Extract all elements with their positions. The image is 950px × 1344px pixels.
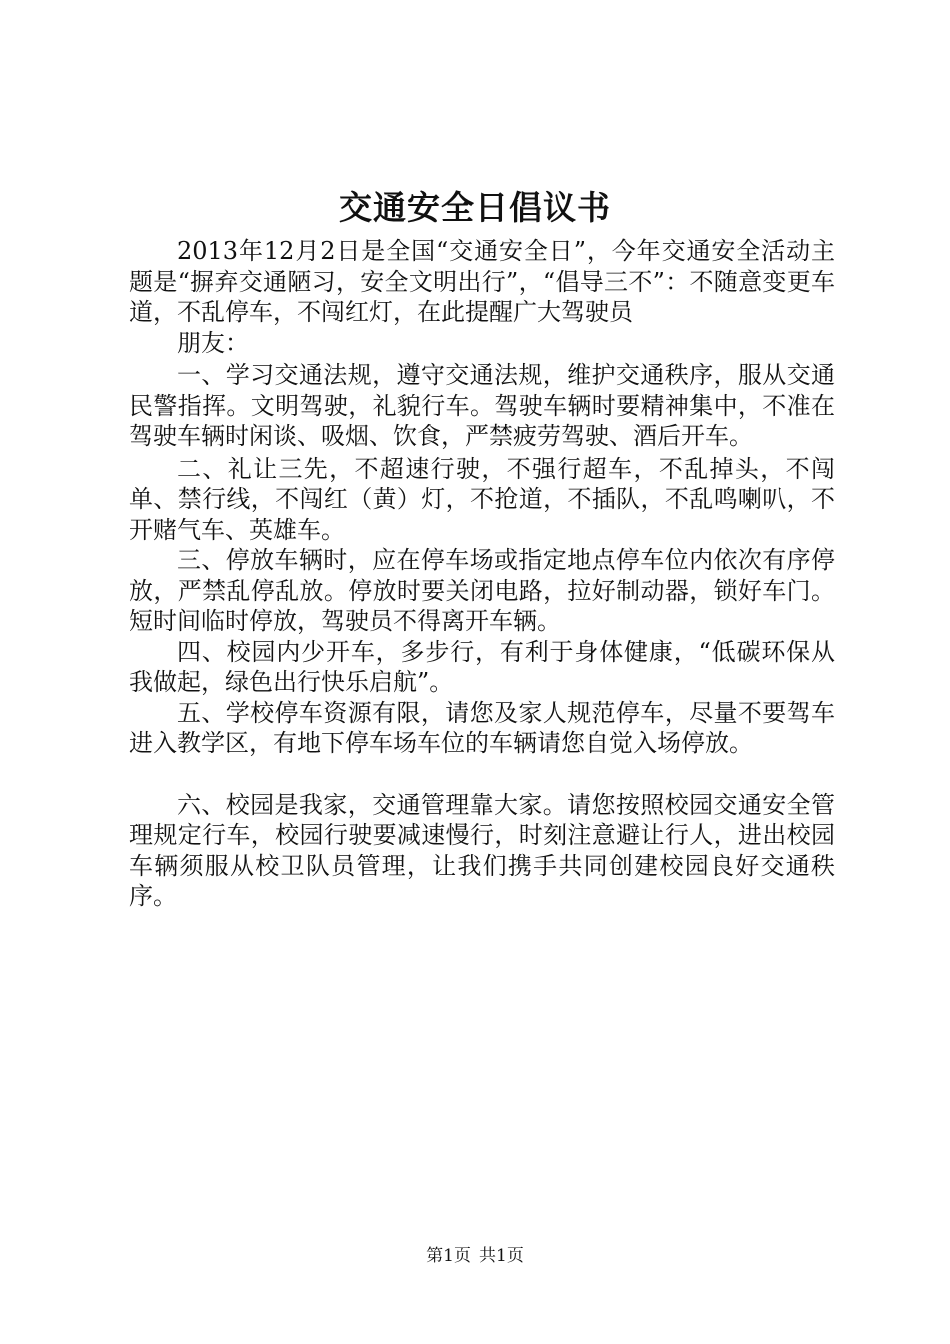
document-title: 交通安全日倡议书: [339, 188, 611, 227]
salutation: 朋友：: [177, 328, 249, 357]
proposal-item-5: 五、学校停车资源有限，请您及家人规范停车，尽量不要驾车进入教学区，有地下停车场车位的车辆请您自觉入场停放。: [129, 698, 835, 757]
proposal-item-1: 一、学习交通法规，遵守交通法规，维护交通秩序，服从交通民警指挥。文明驾驶，礼貌行车。驾驶车辆时要精神集中，不准在驾驶车辆时闲谈、吸烟、饮食，严禁疲劳驾驶、酒后开车。: [129, 361, 835, 450]
proposal-item-2: 二、礼让三先，不超速行驶，不强行超车，不乱掉头，不闯单、禁行线，不闯红（黄）灯，不抢道，不插队，不乱鸣喇叭，不开赌气车、英雄车。: [129, 454, 835, 544]
proposal-item-4: 四、校园内少开车，多步行，有利于身体健康，“低碳环保从我做起，绿色出行快乐启航”。: [129, 637, 835, 696]
page-total: 共1页: [479, 1246, 524, 1266]
page-footer: [0, 1244, 950, 1268]
document-body: [129, 236, 835, 912]
proposal-item-6: 六、校园是我家，交通管理靠大家。请您按照校园交通安全管理规定行车，校园行驶要减速慢行，时刻注意避让行人，进出校园车辆须服从校卫队员管理，让我们携手共同创建校园良好交通秩序。: [129, 790, 835, 910]
page-number: 第1页: [426, 1246, 471, 1266]
intro-paragraph: 2013年12月2日是全国“交通安全日”，今年交通安全活动主题是“摒弃交通陋习，安全文明出行”，“倡导三不”：不随意变更车道，不乱停车，不闯红灯，在此提醒广大驾驶员: [129, 237, 835, 326]
proposal-item-3: 三、停放车辆时，应在停车场或指定地点停车位内依次有序停放，严禁乱停乱放。停放时要关闭电路，拉好制动器，锁好车门。短时间临时停放，驾驶员不得离开车辆。: [129, 546, 835, 635]
